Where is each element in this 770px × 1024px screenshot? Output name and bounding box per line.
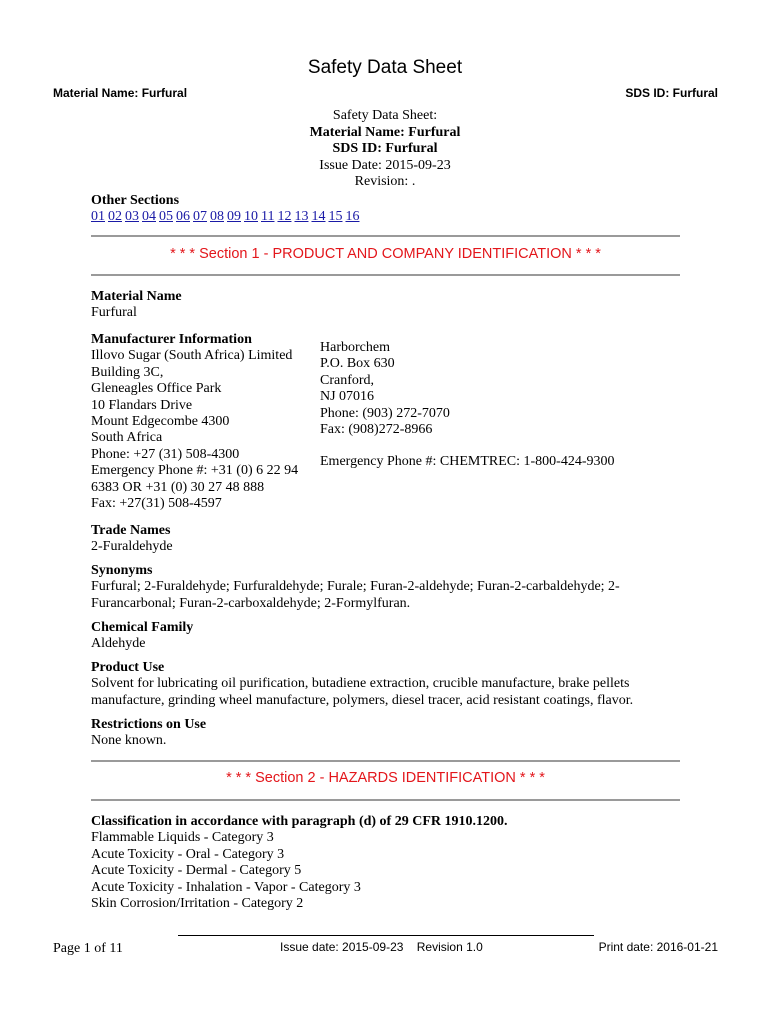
manufacturer-line: Illovo Sugar (South Africa) Limited <box>91 348 293 364</box>
manufacturer-right <box>320 340 680 471</box>
section-link-01[interactable]: 01 <box>91 209 105 225</box>
classification-item: Acute Toxicity - Oral - Category 3 <box>91 846 285 862</box>
footer-rule <box>178 935 594 936</box>
synonyms-line: Furancarbonal; Furan-2-carboxaldehyde; 2-Formylfuran. <box>91 595 411 611</box>
chemical-family-block <box>91 620 691 653</box>
section-link-09[interactable]: 09 <box>227 209 241 225</box>
section-link-10[interactable]: 10 <box>244 209 258 225</box>
section-2-top-rule <box>91 760 680 762</box>
section-link-04[interactable]: 04 <box>142 209 156 225</box>
section-1-title: * * * Section 1 - PRODUCT AND COMPANY IDENTIFICATION * * * <box>170 246 601 262</box>
section-link-07[interactable]: 07 <box>193 209 207 225</box>
restrictions-block <box>91 717 691 750</box>
section-link-13[interactable]: 13 <box>294 209 309 225</box>
classification-block <box>91 814 691 912</box>
summary-revision: Revision: . <box>354 174 416 189</box>
manufacturer-line: Gleneagles Office Park <box>91 381 222 397</box>
summary-block <box>0 108 770 191</box>
manufacturer-fax: Fax: +27(31) 508-4597 <box>91 496 222 512</box>
restrictions-value: None known. <box>91 733 167 749</box>
other-sections-heading: Other Sections <box>91 193 180 208</box>
footer-issue-date: Issue date: 2015-09-23 Revision 1.0 <box>280 940 483 954</box>
distributor-line: P.O. Box 630 <box>320 356 395 372</box>
section-link-12[interactable]: 12 <box>277 209 292 225</box>
chemical-family-label: Chemical Family <box>91 620 194 635</box>
distributor-emergency-phone: Emergency Phone #: CHEMTREC: 1-800-424-9300 <box>320 454 615 470</box>
manufacturer-line: South Africa <box>91 430 163 446</box>
section-1-bottom-rule <box>91 274 680 276</box>
section-links <box>91 209 691 225</box>
classification-label: Classification in accordance with paragraph (d) of 29 CFR 1910.1200. <box>91 814 508 829</box>
manufacturer-line: Building 3C, <box>91 364 164 380</box>
section-1-top-rule <box>91 235 680 237</box>
restrictions-label: Restrictions on Use <box>91 717 207 732</box>
synonyms-label: Synonyms <box>91 563 153 578</box>
classification-item: Flammable Liquids - Category 3 <box>91 830 274 846</box>
manufacturer-line: Mount Edgecombe 4300 <box>91 414 230 430</box>
classification-item: Skin Corrosion/Irritation - Category 2 <box>91 896 304 912</box>
material-name-label: Material Name <box>91 289 182 304</box>
distributor-line: NJ 07016 <box>320 389 375 405</box>
summary-line-1: Safety Data Sheet: <box>332 108 438 123</box>
material-name-block <box>91 289 691 322</box>
synonyms-block <box>91 563 691 612</box>
product-use-line: manufacture, grinding wheel manufacture, polymers, diesel tracer, acid resistant coatings, flavor. <box>91 692 634 708</box>
product-use-label: Product Use <box>91 660 165 675</box>
summary-sds-id: SDS ID: Furfural <box>332 141 438 156</box>
manufacturer-phone: Phone: +27 (31) 508-4300 <box>91 446 240 462</box>
section-link-15[interactable]: 15 <box>328 209 343 225</box>
trade-names-value: 2-Furaldehyde <box>91 539 173 555</box>
section-link-14[interactable]: 14 <box>311 209 326 225</box>
trade-names-label: Trade Names <box>91 523 171 538</box>
footer-print-date: Print date: 2016-01-21 <box>598 940 718 954</box>
product-use-line: Solvent for lubricating oil purification, butadiene extraction, crucible manufacture, brake pellets <box>91 676 630 692</box>
product-use-block <box>91 660 711 709</box>
section-link-02[interactable]: 02 <box>108 209 122 225</box>
manufacturer-emergency-phone-cont: 6383 OR +31 (0) 30 27 48 888 <box>91 479 265 495</box>
manufacturer-left <box>91 332 311 512</box>
section-2-title: * * * Section 2 - HAZARDS IDENTIFICATION * * * <box>226 770 545 786</box>
manufacturer-line: 10 Flandars Drive <box>91 397 193 413</box>
section-link-11[interactable]: 11 <box>261 209 275 225</box>
header-sds-id: SDS ID: Furfural <box>625 86 718 100</box>
other-sections <box>91 193 691 226</box>
classification-item: Acute Toxicity - Inhalation - Vapor - Category 3 <box>91 879 361 895</box>
classification-item: Acute Toxicity - Dermal - Category 5 <box>91 863 302 879</box>
page-title: Safety Data Sheet <box>307 57 463 78</box>
distributor-fax: Fax: (908)272-8966 <box>320 422 433 438</box>
section-link-06[interactable]: 06 <box>176 209 190 225</box>
summary-material-name: Material Name: Furfural <box>309 124 461 140</box>
page-number: Page 1 of 11 <box>53 941 123 956</box>
distributor-line: Cranford, <box>320 372 375 388</box>
distributor-line: Harborchem <box>320 340 390 355</box>
synonyms-line: Furfural; 2-Furaldehyde; Furfuraldehyde; Furale; Furan-2-aldehyde; Furan-2-carbaldehyde; 2- <box>91 579 620 595</box>
header-material-name: Material Name: Furfural <box>53 86 188 100</box>
section-link-16[interactable]: 16 <box>345 209 360 225</box>
section-link-03[interactable]: 03 <box>125 209 139 225</box>
material-name-value: Furfural <box>91 305 137 321</box>
distributor-phone: Phone: (903) 272-7070 <box>320 405 450 421</box>
summary-issue-date: Issue Date: 2015-09-23 <box>319 157 451 173</box>
trade-names-block <box>91 523 691 556</box>
section-2-bottom-rule <box>91 799 680 801</box>
manufacturer-emergency-phone: Emergency Phone #: +31 (0) 6 22 94 <box>91 463 299 479</box>
chemical-family-value: Aldehyde <box>91 636 146 652</box>
section-link-05[interactable]: 05 <box>159 209 173 225</box>
section-link-08[interactable]: 08 <box>210 209 224 225</box>
manufacturer-label: Manufacturer Information <box>91 332 252 347</box>
